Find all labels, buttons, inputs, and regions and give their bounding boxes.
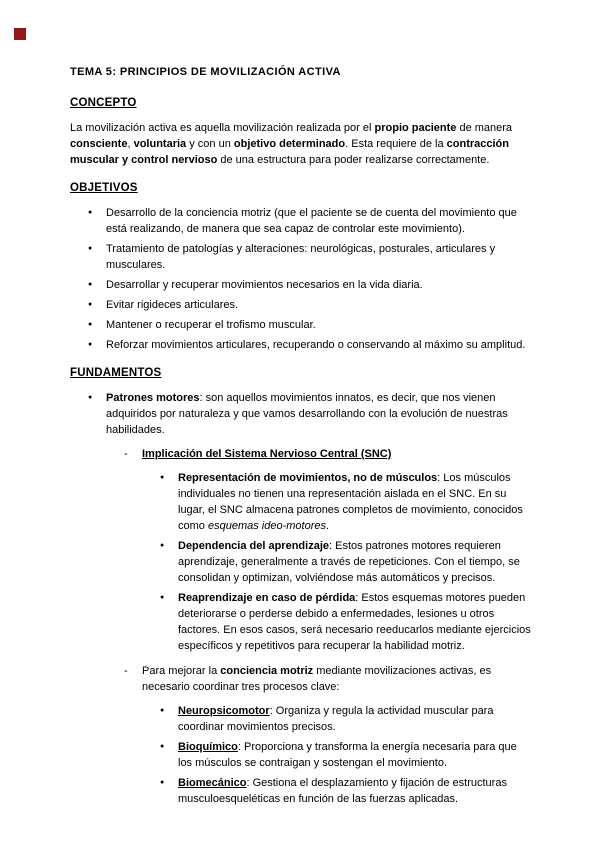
bullet-icon: ● [160,743,165,750]
dash-icon: - [124,665,128,677]
dash-icon: - [124,448,128,460]
bullet-icon: ● [88,209,93,216]
list-item-text: Implicación del Sistema Nervioso Central (SNC) [142,448,392,460]
page-title: TEMA 5: PRINCIPIOS DE MOVILIZACIÓN ACTIVA [70,66,341,78]
list-item-text: Neuropsicomotor: Organiza y regula la actividad muscular para coordinar movimientos precisos. [178,705,494,733]
bullet-icon: ● [88,245,93,252]
list-item-text: Mantener o recuperar el trofismo muscular. [106,319,316,331]
bullet-icon: ● [88,394,93,401]
bullet-icon: ● [160,707,165,714]
list-item [70,538,532,586]
list-item-text: Para mejorar la conciencia motriz mediante movilizaciones activas, es necesario coordinar tres procesos clave: [142,665,492,693]
list-item-text: Bioquímico: Proporciona y transforma la energía necesaria para que los músculos se contraigan y sostengan el movimiento. [178,741,517,769]
list-item-text: Tratamiento de patologías y alteraciones: neurológicas, posturales, articulares y musculares. [106,243,496,271]
heading-objetivos: OBJETIVOS [70,182,138,194]
document-content [70,64,532,811]
bullet-icon: ● [88,321,93,328]
snc-sublist [70,470,532,654]
bullet-icon: ● [160,474,165,481]
fundamentos-list [70,390,532,807]
list-item [70,775,532,807]
bullet-icon: ● [88,341,93,348]
list-item-text: Evitar rigideces articulares. [106,299,239,311]
list-item-text: Patrones motores: son aquellos movimientos innatos, es decir, que nos vienen adquiridos por naturaleza y que vamos desarrollando con la evolución de nuestras habilidades. [106,392,508,436]
list-item-conciencia-intro [70,663,532,695]
list-item [70,703,532,735]
objetivos-list [70,205,532,353]
procesos-sublist [70,703,532,807]
list-item [70,277,532,293]
list-item-text: Reforzar movimientos articulares, recuperando o conservando al máximo su amplitud. [106,339,526,351]
list-item-text: Desarrollo de la conciencia motriz (que el paciente se de cuenta del movimiento que está realizando, de manera que sea capaz de controlar este movimiento). [106,207,517,235]
bullet-icon: ● [160,594,165,601]
concepto-paragraph: La movilización activa es aquella movilización realizada por el propio paciente de manera consciente, voluntaria y con un objetivo determinado. Esta requiere de la contracción muscular y control nervioso de una estructura para poder realizarse correctamente. [70,122,513,166]
heading-fundamentos: FUNDAMENTOS [70,367,162,379]
list-item-snc-heading [70,446,532,462]
list-item [70,317,532,333]
list-item [70,590,532,654]
list-item-text: Representación de movimientos, no de músculos: Los músculos individuales no tienen una representación aislada en el SNC. En su lugar, el SNC almacena patrones completos de movimiento, conocidos como esquemas ideo-motores. [178,472,523,532]
list-item [70,337,532,353]
list-item [70,205,532,237]
list-item-text: Biomecánico: Gestiona el desplazamiento y fijación de estructuras musculoesqueléticas en función de las fuerzas aplicadas. [178,777,507,805]
red-square-marker [14,28,26,40]
list-item [70,739,532,771]
bullet-icon: ● [160,542,165,549]
list-item [70,241,532,273]
list-item-text: Reaprendizaje en caso de pérdida: Estos esquemas motores pueden deteriorarse o perderse debido a enfermedades, lesiones u otros factores. En esos casos, será necesario reeducarlos mediante ejercicios específicos y repetitivos para recuperar la habilidad motriz. [178,592,531,652]
heading-concepto: CONCEPTO [70,97,137,109]
list-item [70,390,532,438]
list-item-text: Desarrollar y recuperar movimientos necesarios en la vida diaria. [106,279,423,291]
bullet-icon: ● [160,779,165,786]
list-item [70,297,532,313]
list-item-text: Dependencia del aprendizaje: Estos patrones motores requieren aprendizaje, generalmente a través de repeticiones. Con el tiempo, se consolidan y optimizan, volviéndose más automáticos y precisos. [178,540,520,584]
bullet-icon: ● [88,281,93,288]
list-item [70,470,532,534]
bullet-icon: ● [88,301,93,308]
